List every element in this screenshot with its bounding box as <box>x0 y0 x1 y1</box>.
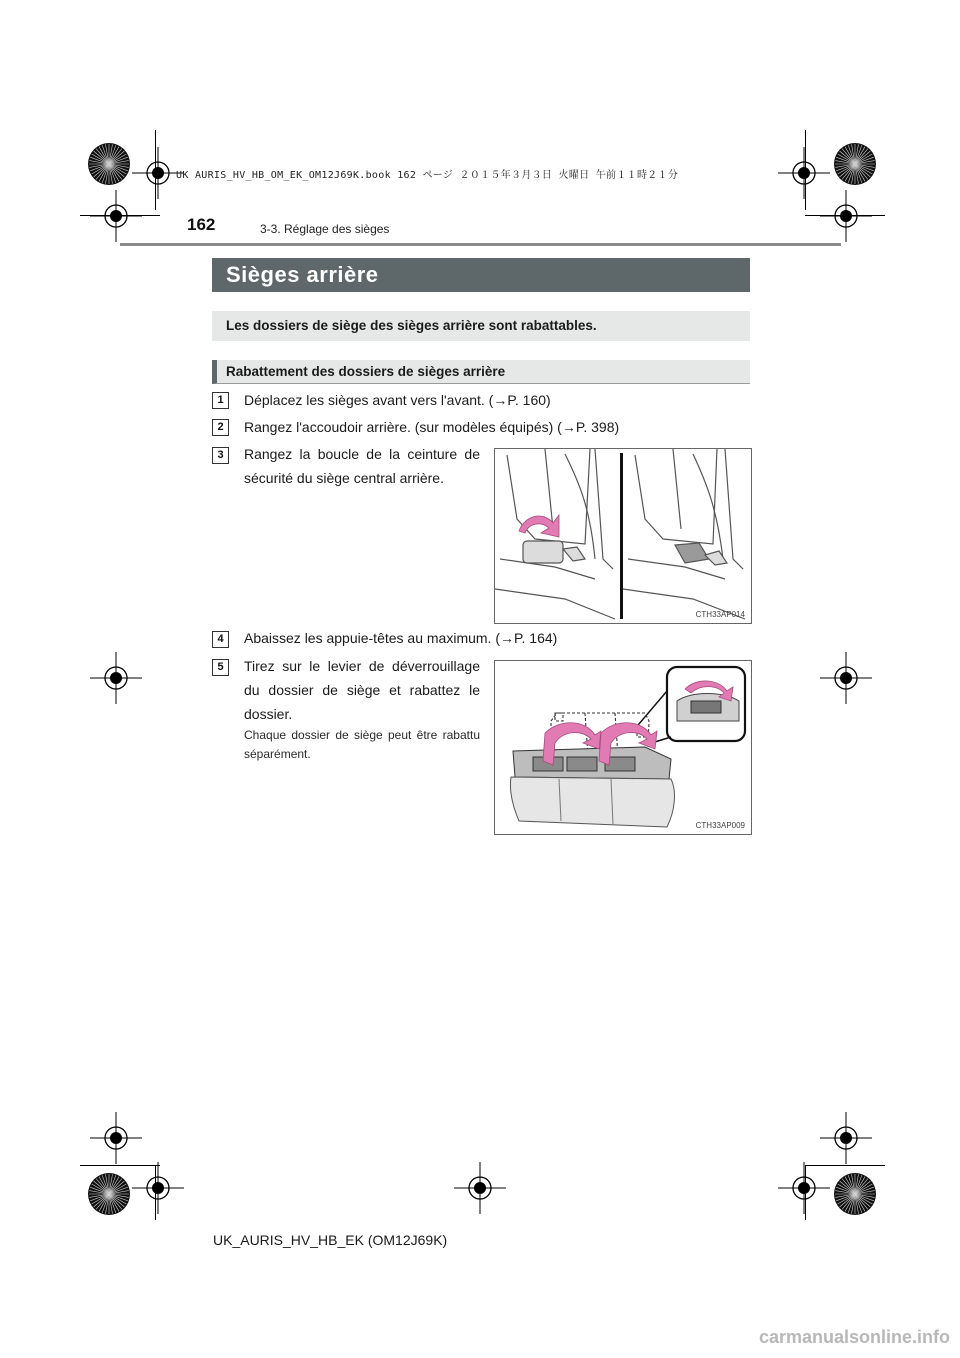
registration-mark-icon <box>452 1160 508 1216</box>
registration-mark-icon <box>818 650 874 706</box>
pull-arrow-icon <box>519 515 559 537</box>
registration-mark-icon <box>818 188 874 244</box>
step-number-1: 1 <box>212 392 229 409</box>
starburst-mark-icon <box>833 1172 877 1216</box>
registration-mark-icon <box>88 188 144 244</box>
starburst-mark-icon <box>833 142 877 186</box>
step-5-note: Chaque dossier de siège peut être rabattu séparément. <box>244 728 480 761</box>
fold-seatback-illustration <box>495 661 751 834</box>
step-text-1: Déplacez les sièges avant vers l'avant. (→P. 160) <box>244 392 551 408</box>
section-breadcrumb: 3-3. Réglage des sièges <box>260 222 390 236</box>
footer-model-code: UK_AURIS_HV_HB_EK (OM12J69K) <box>213 1232 448 1248</box>
registration-mark-icon <box>776 1160 832 1216</box>
starburst-mark-icon <box>87 142 131 186</box>
step-text-3: Rangez la boucle de la ceinture de sécurité du siège central arrière. <box>244 446 480 486</box>
step-number-4: 4 <box>212 631 229 648</box>
figure-fold-seatback <box>494 660 752 835</box>
page-number: 162 <box>187 215 216 234</box>
intro-box: Les dossiers de siège des sièges arrière sont rabattables. <box>212 311 750 341</box>
book-info-strip: UK AURIS_HV_HB_OM_EK_OM12J69K.book 162 ページ ２０１５年３月３日 火曜日 午前１１時２１分 <box>176 170 679 181</box>
step-number-5: 5 <box>212 659 229 676</box>
registration-mark-icon <box>130 1160 186 1216</box>
registration-mark-icon <box>818 1110 874 1166</box>
registration-mark-icon <box>88 1110 144 1166</box>
step-number-3: 3 <box>212 447 229 464</box>
page-title: Sièges arrière <box>212 258 750 292</box>
watermark: carmanualsonline.info <box>758 1327 950 1347</box>
step-text-2: Rangez l'accoudoir arrière. (sur modèles équipés) (→P. 398) <box>244 419 620 435</box>
figure-code: CTH33AP014 <box>695 610 745 619</box>
step-text-4: Abaissez les appuie-têtes au maximum. (→P. 164) <box>244 630 558 646</box>
seatbelt-buckle-illustration <box>495 449 751 623</box>
starburst-mark-icon <box>87 1172 131 1216</box>
section-subheading: Rabattement des dossiers de sièges arrière <box>212 360 750 384</box>
figure-code: CTH33AP009 <box>695 821 745 830</box>
registration-mark-icon <box>88 650 144 706</box>
header-divider <box>120 243 841 246</box>
step-text-5: Tirez sur le levier de déverrouillage du dossier de siège et rabattez le dossier. <box>244 658 480 722</box>
step-number-2: 2 <box>212 419 229 436</box>
figure-seatbelt-buckle <box>494 448 752 624</box>
